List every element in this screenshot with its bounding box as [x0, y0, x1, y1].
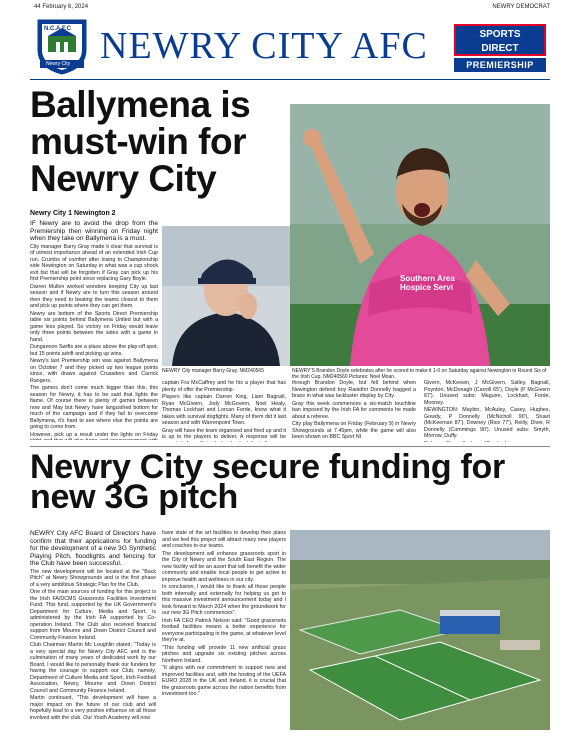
paragraph: "This funding will provide 11 new artificial grass pitches and upgrade six existing pitches across Northern Ireland. [162, 644, 286, 664]
paragraph: Irish FA CEO Patrick Nelson said: "Good grassroots football facilities means a better experience for everyone participating in the game, at whatever level they're at. [162, 617, 286, 643]
paragraph: City manager Barry Gray made it clear that survival is of utmost importance ahead of an extended Irish Cup run. Crumbs of comfort after losing to Championship side Newington on Saturday in what was a cup shock exit but that will be forgotten if Gray can pick up his first Premiership point since replacing Gary Boyle. [30, 243, 158, 283]
paragraph: Gray will have the team organised and fired up and it is up to the players to deliver. A response will be [162, 427, 286, 440]
paragraph: The new development will be located at the "Back Pitch" at Newry Showgrounds and is the first phase of a very ambitious Strategic Plan for the Club. [30, 568, 156, 588]
caption-text: NEWRY'S Brandon Doyle celebrates after he scored to make it 1-0 on Saturday against Newington in Round Six of the Irish Cup. NM240560 [292, 368, 547, 380]
page-number-date: 44 February 6, 2024 [34, 4, 89, 10]
paragraph [424, 441, 550, 443]
caption-brandon-doyle [292, 368, 550, 380]
story1-column-2 [162, 380, 286, 442]
story-divider [30, 446, 550, 447]
story1-byline: Newry City 1 Newington 2 [30, 210, 116, 217]
paragraph: However, pick up a result under the lights on Friday [30, 431, 158, 438]
story2-column-1 [30, 530, 156, 730]
paragraph: Newry are bottom of the Sports Direct Premiership table six points behind Ballymena United but with a game less played. So victory on Friday would leave only three points between the sides with a game in hand. [30, 310, 158, 343]
caption-barry-gray: NEWRY City manager Barry Gray. NM240565 [162, 368, 264, 374]
paragraph: NEWRY City AFC Board of Directors have confirm that their applications for funding for the development of a new 3G Synthetic Playing Pitch, floodlights and fencing for the Club have been successful. [30, 530, 156, 568]
paragraph: Club Chairman Martin Mc Loughlin stated, "Today is a very special day for Newry City AFC and is the culmination of many years of dedicated work by our Board. I would like to personally thank our funders for having the courage to support our Club, namely, Department of Culture Media and Sport, Irish Football Association, Newry, Mourne and Down District Council and Community Finance Ireland. [30, 642, 156, 694]
photo-3g-pitch-aerial [290, 530, 550, 730]
crest-text: N.C.A.F.C [44, 26, 71, 32]
paragraph: "It aligns with our commitment to support new and improved facilities and, with the hosting of the UEFA EURO 2028 in the UK and Ireland, it is crucial that the grassroots game across the nation benefits from investment too." [162, 665, 286, 697]
photo-credit: Pictures: Noel Moan. [348, 374, 396, 380]
paragraph: Martin continued, "This development will have a major impact on the future of our club and will hopefully lead to a very positive influence on all those involved with the club. Our Youth Academy will now [30, 695, 156, 721]
masthead-title: NEWRY CITY AFC [100, 25, 428, 67]
paragraph: Players like captain Darren King, Liam Bagnall, Ryan McGivern, Jody McGovern, Noel Healy, Thomas Lockhart and Lorcan Forde, know what it takes with survival dogfights. Many of them did it last season and with Warrenpoint Town. [162, 394, 286, 426]
paragraph: The development will enhance grassroots sport in the City of Newry and the South East Region. The new facility will be an asset that will benefit the wider community and enable local people to get active to improve health and wellness in our city. [162, 550, 286, 583]
paragraph: Gray this week commences a six-match touchline ban imposed by the Irish FA for comments he made about a referee. [292, 400, 416, 420]
sponsor-line2: DIRECT [481, 43, 519, 54]
masthead [30, 14, 550, 80]
sponsor-premiership: PREMIERSHIP [454, 58, 546, 72]
paragraph: In conclusion, I would like to thank all those people both internally and externally for helping us get to this massive investment announcement today and I look forward to March 2024 when the groundwork for our new 3G Pitch commences". [162, 584, 286, 616]
paragraph: The games don't come much bigger than this, this season for Newry, it has to be said that lights the flame. Of course there is plenty of games between now and May but Newry have languished bottom for much of the campaign and if they fail to overcome Ballymena, it's hard to see where else the points are going to come from. [30, 385, 158, 431]
sponsor-logo [454, 24, 546, 74]
paragraph: Darren Mullen worked wonders keeping City up last season and if Newry are to turn this season around then they need to beating the teams closest to them and pick up points where they can get them. [30, 283, 158, 310]
paragraph: NEWINGTON: Maybin, McAuley, Casey, Hughes, Gowdy, P Donnelly (McNicholl 90'), Stuart (McKeeman 87'), Downey (Rice 77'), Reilly, Diver, R Donnelly (Cummings 90'). Unused subs: Smyth, Morrow, Duffy. [424, 407, 550, 439]
story1-column-1 [30, 220, 158, 440]
paragraph: through Brandon Doyle, but fell behind when Newington defend boy Raoidhri Donnelly bagged a brace in what was lackluster display by City. [292, 380, 416, 399]
paragraph: Newry's last Premiership win was against Ballymena on October 7 and they picked up two league points since, with draws against Crusaders and Carrick Rangers. [30, 358, 158, 384]
paragraph: IF Newry are to avoid the drop from the Premiership then winning on Friday night when they take on Ballymena is a must. [30, 220, 158, 243]
sponsor-line1: SPORTS [479, 29, 521, 40]
story1-headline: Ballymena is must-win for Newry City [30, 84, 251, 199]
club-crest [34, 16, 90, 76]
photo-barry-gray [162, 226, 290, 366]
story1-column-3 [292, 380, 416, 442]
publication-name: NEWRY DEMOCRAT [492, 4, 550, 10]
paragraph: captain Fra McCaffrey and he his a player that has plenty of offer the Premiership. [162, 380, 286, 393]
story2-headline: Newry City secure funding for new 3G pitch [30, 448, 505, 516]
paragraph [292, 442, 416, 443]
paragraph: One of the main sources of funding for this project is the Irish FA/DCMS Grassroots Facilities Investment Fund. This fund, supported by the UK Government's Department for Culture, Media and Sport, is administered by the Irish FA supported by Co-operation Ireland. The Club also received financial support from Mourne and Down District Council and Community Finance Ireland. [30, 589, 156, 641]
paragraph: Givern, McKeown, J McGivern, Salley, Bagnall, Poynton, McDonagh (Carroll 65'), Doyle (P McGivern 87'). Unused subs: Maguire, Lockhart, Forde, Mooney. [424, 380, 550, 406]
shirt-sponsor-text: Southern Area Hospice Servi [400, 274, 455, 292]
paragraph: have state of the art facilities to develop their plans and we feel this project will attract many new players and coaches to our teams. [162, 530, 286, 549]
crest-banner: Newry City [46, 61, 71, 67]
story2-column-2 [162, 530, 286, 730]
story1-column-4 [424, 380, 550, 442]
paragraph: City play Ballymena on Friday (February 9) in Newry Showgrounds at 7.45pm, while the game will also been shown on BBC Sport NI. [292, 421, 416, 440]
photo-brandon-doyle [290, 104, 550, 366]
paragraph: Dungannon Swifts are a place above the play-off spot, but 15 points adrift and picking up wins. [30, 344, 158, 357]
